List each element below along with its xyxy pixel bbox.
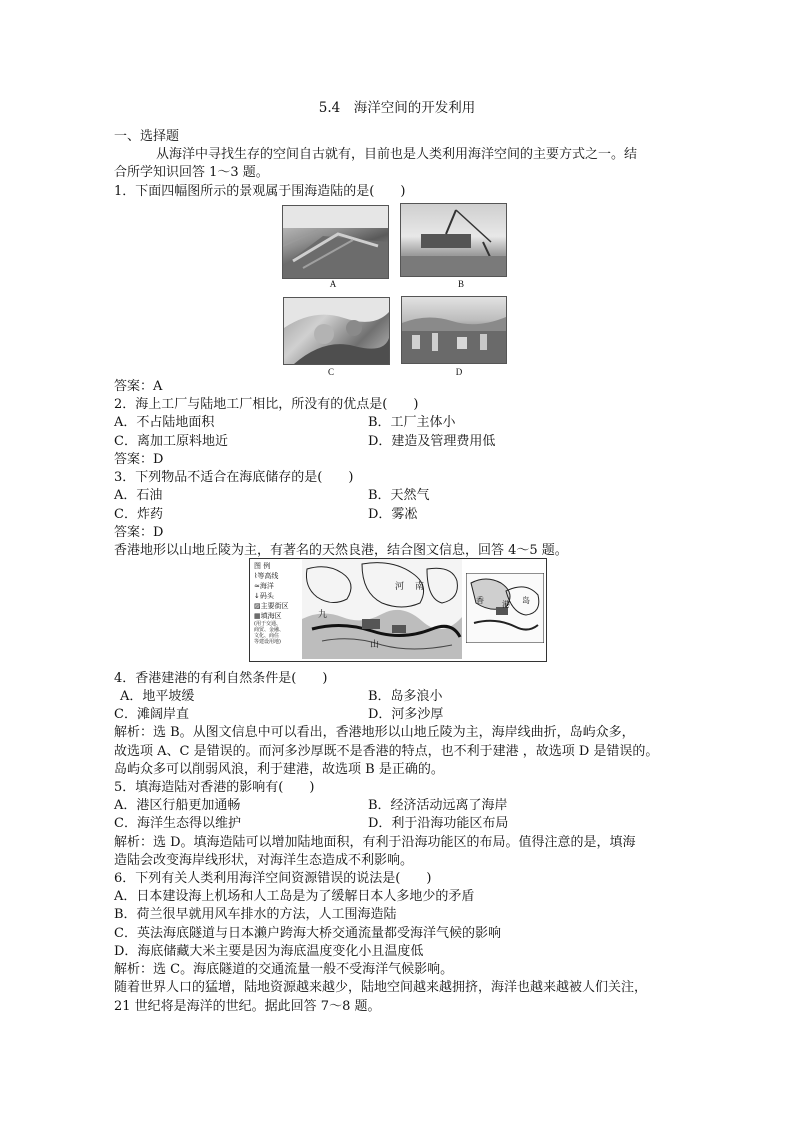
photo-c-label: C [327, 367, 334, 377]
q5-analysis-1: 解析：选 D。填海造陆可以增加陆地面积，有利于沿海功能区的布局。值得注意的是，填海 [114, 835, 636, 850]
q5-option-b: B．经济活动远离了海岸 [368, 798, 508, 813]
q5-option-d: D．利于沿海功能区布局 [368, 816, 509, 831]
page-title: 5.4 海洋空间的开发利用 [318, 100, 476, 116]
section-heading: 一、选择题 [114, 129, 180, 144]
photo-a-image [282, 205, 389, 279]
hk-intro: 香港地形以山地丘陵为主，有著名的天然良港，结合图文信息，回答 4～5 题。 [114, 543, 568, 558]
legend-note-1: (用于交通、 [254, 621, 281, 627]
q4-analysis-1: 解析：选 B。从图文信息中可以看出，香港地形以山地丘陵为主，海岸线曲折，岛屿众多， [114, 725, 635, 740]
photo-a-label: A [329, 279, 337, 289]
q3-option-a: A．石油 [114, 488, 163, 503]
sea-icon: ≈ [254, 582, 260, 590]
inset-label-1: 香 [476, 596, 484, 605]
q4-option-c: C．滩阔岸直 [114, 707, 189, 722]
inset-label-3: 岛 [522, 596, 530, 605]
legend-note [254, 621, 300, 645]
district-icon: ▨ [254, 602, 261, 610]
photo-d-label: D [455, 367, 463, 377]
q3-option-b: B．天然气 [368, 488, 430, 503]
q2-option-b: B．工厂主体小 [368, 415, 456, 430]
q5-option-a: A．港区行船更加通畅 [114, 798, 241, 813]
q5-option-c: C．海洋生态得以维护 [114, 816, 241, 831]
q2-option-d: D．建造及管理费用低 [368, 434, 496, 449]
q6-option-a: A．日本建设海上机场和人工岛是为了缓解日本人多地少的矛盾 [114, 889, 475, 904]
q2-stem: 2．海上工厂与陆地工厂相比，所没有的优点是( ) [114, 397, 419, 412]
q4-option-b: B．岛多浪小 [368, 689, 443, 704]
q4-option-a: A．地平坡缓 [120, 689, 195, 704]
reclaim-icon: ▦ [254, 612, 261, 620]
q5-stem: 5．填海造陆对香港的影响有( ) [114, 780, 315, 795]
q4-analysis-2: 故选项 A、C 是错误的。而河多沙厚既不是香港的特点，也不利于建港 ，故选项 D 是错误的。 [114, 744, 659, 759]
photo-b-label: B [457, 279, 464, 289]
photo-d-image [401, 296, 507, 364]
q3-answer: 答案：D [114, 525, 164, 540]
legend-sea [254, 581, 300, 591]
legend-pier [254, 591, 300, 601]
q2-option-c: C．离加工原料地近 [114, 434, 228, 449]
q6-stem: 6．下列有关人类利用海洋空间资源错误的说法是( ) [114, 871, 432, 886]
closing-line-1: 随着世界人口的猛增，陆地资源越来越少，陆地空间越来越拥挤，海洋也越来越被人们关注， [114, 980, 648, 995]
q2-answer: 答案：D [114, 452, 164, 467]
intro-line-2: 合所学知识回答 1～3 题。 [114, 165, 269, 180]
legend-note-4: 等建设用地) [254, 639, 281, 645]
map-label-2: 河 [395, 582, 405, 592]
legend-sea-label: 海洋 [259, 582, 274, 590]
q5-analysis-2: 造陆会改变海岸线形状，对海洋生态造成不利影响。 [114, 853, 414, 868]
map-legend [254, 561, 300, 645]
legend-note-3: 文化、商住 [254, 633, 280, 639]
intro-line-1: 从海洋中寻找生存的空间自古就有，目前也是人类利用海洋空间的主要方式之一。结 [156, 147, 638, 162]
q6-analysis-1: 解析：选 C。海底隧道的交通流量一般不受海洋气候影响。 [114, 962, 454, 977]
q3-option-c: C．炸药 [114, 507, 163, 522]
legend-title: 图 例 [254, 562, 271, 570]
q4-analysis-3: 岛屿众多可以削弱风浪，利于建港，故选项 B 是正确的。 [114, 762, 444, 777]
map-label-1: 九 [318, 610, 328, 620]
legend-pier-label: 码头 [259, 592, 274, 600]
q3-option-d: D．雾凇 [368, 507, 418, 522]
q3-stem: 3．下列物品不适合在海底储存的是( ) [114, 470, 354, 485]
closing-line-2: 21 世纪将是海洋的世纪。据此回答 7～8 题。 [114, 999, 381, 1014]
legend-contour-label: 等高线 [257, 572, 279, 580]
legend-reclaim [254, 611, 300, 621]
q6-option-d: D．海底储藏大米主要是因为海底温度变化小且温度低 [114, 944, 424, 959]
contour-icon: ⌇ [254, 572, 258, 580]
legend-reclaim-label: 填海区 [260, 612, 282, 620]
q1-answer: 答案：A [114, 379, 163, 394]
q6-option-c: C．英法海底隧道与日本濑户跨海大桥交通流量都受海洋气候的影响 [114, 926, 501, 941]
map-label-4: 山 [370, 640, 380, 650]
photo-b-image [400, 203, 507, 277]
q1-stem: 1．下面四幅图所示的景观属于围海造陆的是( ) [114, 184, 406, 199]
hong-kong-map [249, 558, 547, 662]
map-label-3: 南 [415, 582, 425, 592]
legend-note-2: 商贸、金融、 [254, 627, 285, 633]
inset-label-2: 港 [502, 600, 510, 609]
photo-c-image [283, 297, 390, 365]
pier-icon: ↓ [254, 592, 260, 600]
q4-option-d: D．河多沙厚 [368, 707, 444, 722]
q4-stem: 4．香港建港的有利自然条件是( ) [114, 671, 328, 686]
legend-contour [254, 571, 300, 581]
legend-district [254, 601, 300, 611]
legend-district-label: 主要街区 [260, 602, 289, 610]
q2-option-a: A．不占陆地面积 [114, 415, 215, 430]
q6-option-b: B．荷兰很早就用风车排水的方法，人工围海造陆 [114, 907, 397, 922]
